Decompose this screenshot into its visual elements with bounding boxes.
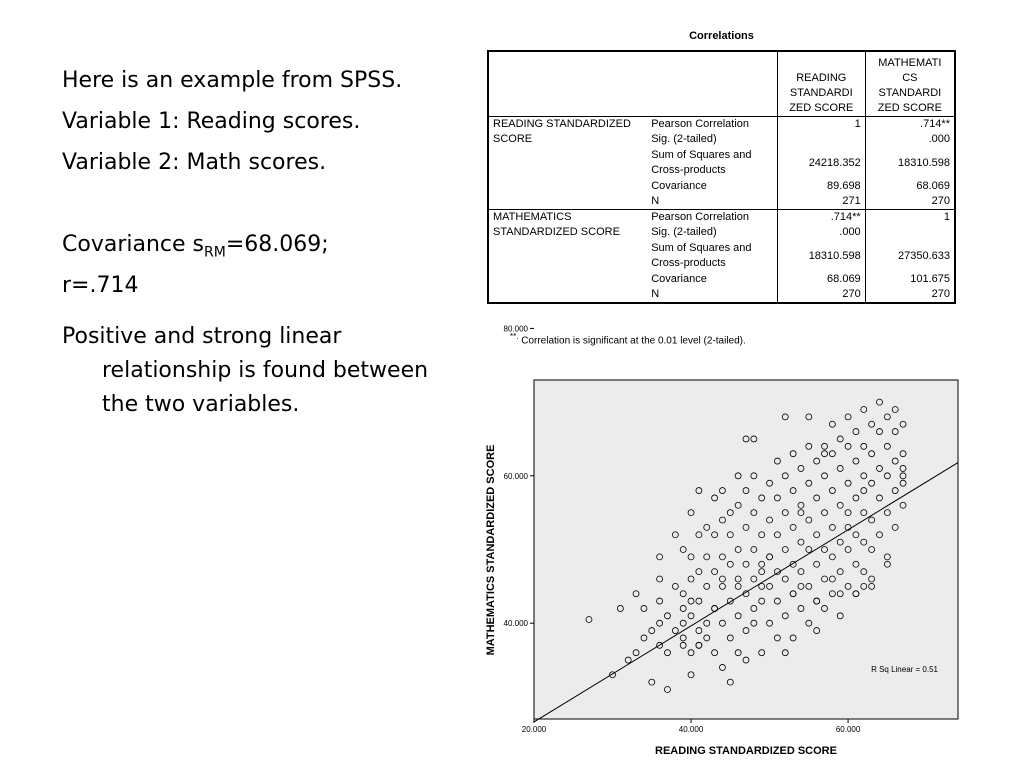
table-cell: 27350.633: [865, 240, 955, 272]
stat-label: Pearson Correlation: [647, 210, 777, 226]
table-cell: 101.675: [865, 272, 955, 287]
stat-label: Sum of Squares and Cross-products: [651, 242, 752, 269]
r-squared-annotation: R Sq Linear = 0.51: [871, 665, 938, 674]
covariance-prefix: Covariance s: [62, 232, 204, 257]
table-cell: 270: [777, 287, 865, 303]
table-cell: .000: [865, 132, 955, 147]
column-header-reading: READING STANDARDI ZED SCORE: [777, 51, 865, 117]
header-blank: [647, 51, 777, 117]
table-cell: 271: [777, 194, 865, 210]
table-cell: .714**: [777, 210, 865, 226]
x-tick-label: 40.000: [678, 725, 704, 734]
table-cell: 89.698: [777, 179, 865, 194]
y-tick-label: 80.000: [503, 324, 528, 334]
column-header-math: MATHEMATI CS STANDARDI ZED SCORE: [865, 51, 955, 117]
table-cell: 18310.598: [777, 240, 865, 272]
header-blank: [488, 51, 647, 117]
table-cell: [865, 225, 955, 240]
y-tick-label: 60.000: [503, 471, 528, 481]
table-cell: 18310.598: [865, 147, 955, 179]
table-cell: 1: [777, 117, 865, 133]
stat-label: N: [651, 195, 660, 207]
intro-line: Here is an example from SPSS.: [62, 68, 403, 93]
stat-label: N: [651, 288, 660, 300]
row-group-math: MATHEMATICS STANDARDIZED SCORE: [488, 210, 647, 304]
stat-label: Covariance: [651, 180, 707, 192]
table-title: Correlations: [689, 30, 754, 42]
correlations-table: [487, 50, 956, 304]
table-cell: 24218.352: [777, 147, 865, 179]
explanation-text: [62, 60, 452, 422]
table-row: [488, 210, 955, 226]
footnote-mark: **.: [510, 332, 519, 341]
table-cell: 270: [865, 194, 955, 210]
table-header-row: [488, 51, 955, 117]
table-cell: 68.069: [777, 272, 865, 287]
table-footnote: [510, 332, 746, 346]
stat-label: Sig. (2-tailed): [651, 226, 717, 238]
table-cell: .000: [777, 225, 865, 240]
conclusion-text: Positive and strong linear relationship is found between the two variables.: [62, 324, 429, 417]
stat-label: Pearson Correlation: [651, 118, 750, 130]
x-tick-label: 20.000: [521, 725, 547, 734]
stat-label: Sum of Squares and Cross-products: [651, 149, 752, 176]
table-cell: 68.069: [865, 179, 955, 194]
variable1-line: Variable 1: Reading scores.: [62, 109, 361, 134]
stat-label: Covariance: [651, 273, 707, 285]
covariance-line: [62, 224, 452, 265]
row-group-reading: READING STANDARDIZED SCORE: [493, 118, 631, 145]
covariance-value: =68.069;: [225, 232, 329, 257]
y-axis-label: MATHEMATICS STANDARDIZED SCORE: [485, 444, 497, 656]
table-row: [488, 117, 955, 133]
table-cell: .714**: [865, 117, 955, 133]
table-cell: [777, 132, 865, 147]
footnote-text: Correlation is significant at the 0.01 level (2-tailed).: [521, 335, 746, 347]
x-tick-label: 60.000: [835, 725, 861, 734]
table-cell: 270: [865, 287, 955, 303]
stat-label: Sig. (2-tailed): [651, 133, 717, 145]
covariance-subscript: RM: [204, 244, 226, 261]
y-tick-label: 40.000: [503, 619, 528, 629]
variable2-line: Variable 2: Math scores.: [62, 150, 327, 175]
spacer: [62, 183, 452, 224]
table-cell: 1: [865, 210, 955, 226]
spacer: [62, 306, 452, 320]
correlation-line: r=.714: [62, 273, 139, 298]
x-axis-label: READING STANDARDIZED SCORE: [655, 745, 837, 757]
